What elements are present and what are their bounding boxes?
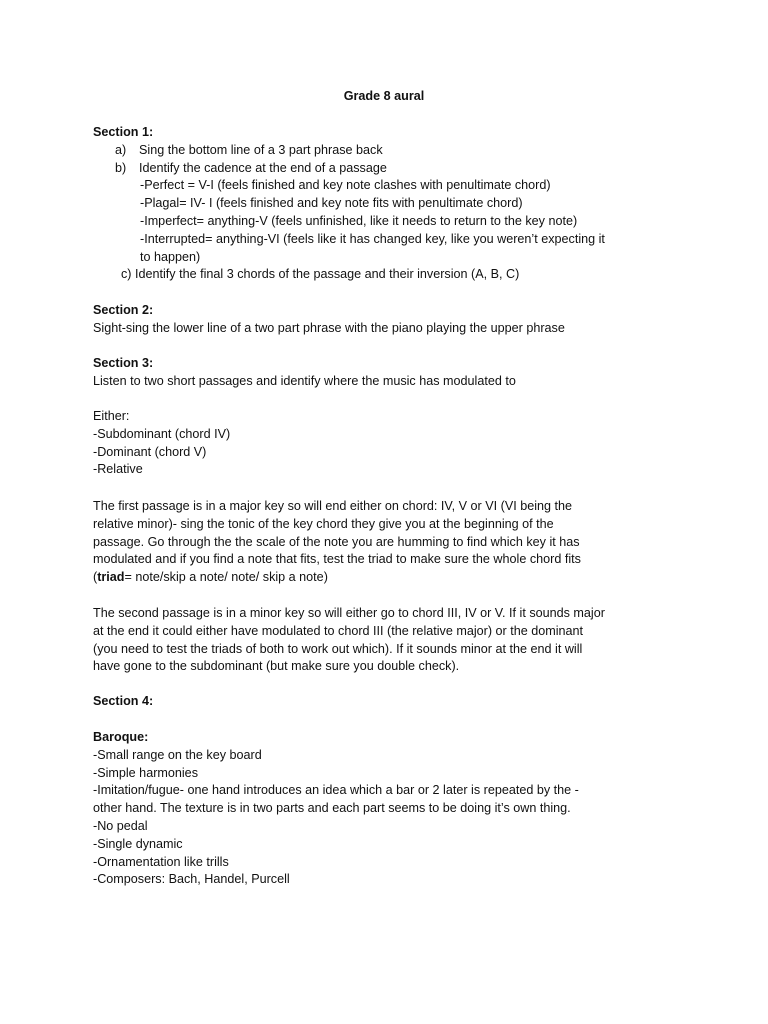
paragraph-second-passage (93, 605, 683, 676)
section-3-text: Listen to two short passages and identify where the music has modulated to (93, 373, 516, 388)
option-subdominant: -Subdominant (chord IV) (93, 426, 231, 441)
list-marker-a: a) (115, 142, 127, 157)
baroque-item: -Imitation/fugue- one hand introduces an idea which a bar or 2 later is repeated by the - (93, 783, 579, 798)
list-item-a (93, 142, 683, 160)
section-4 (93, 693, 683, 711)
list-text-b: Identify the cadence at the end of a passage (139, 160, 387, 175)
option-relative: -Relative (93, 462, 143, 477)
modulation-options (93, 408, 683, 479)
paragraph-line: (you need to test the triads of both to work out which). If it sounds minor at the end it will (93, 641, 583, 656)
paragraph-line: at the end it could either have modulated to chord III (the relative major) or the dominant (93, 623, 584, 638)
baroque-item: -Ornamentation like trills (93, 854, 229, 869)
paragraph-line: The first passage is in a major key so will end either on chord: IV, V or VI (VI being the (93, 499, 573, 513)
option-dominant: -Dominant (chord V) (93, 444, 207, 459)
baroque-item: -Small range on the key board (93, 747, 262, 762)
baroque-list (93, 729, 683, 889)
cadence-imperfect: -Imperfect= anything-V (feels unfinished, like it needs to return to the key note) (140, 213, 578, 228)
section-3-heading: Section 3: (93, 356, 154, 370)
triad-definition: = note/skip a note/ note/ skip a note) (124, 570, 328, 585)
baroque-item: -Single dynamic (93, 836, 183, 851)
section-1-heading: Section 1: (93, 125, 154, 139)
paragraph-line: The second passage is in a minor key so will either go to chord III, IV or V. If it sounds major (93, 606, 605, 620)
cadence-plagal: -Plagal= IV- I (feels finished and key note fits with penultimate chord) (140, 196, 523, 211)
paragraph-line: modulated and if you find a note that fits, test the triad to make sure the whole chord fits (93, 552, 581, 567)
cadence-perfect: -Perfect = V-I (feels finished and key note clashes with penultimate chord) (140, 178, 551, 193)
baroque-item: -No pedal (93, 818, 148, 833)
section-4-heading: Section 4: (93, 694, 154, 708)
baroque-item: other hand. The texture is in two parts and each part seems to be doing it’s own thing. (93, 801, 571, 816)
baroque-item: -Simple harmonies (93, 765, 198, 780)
either-label: Either: (93, 409, 130, 423)
section-3 (93, 355, 683, 391)
list-text-a: Sing the bottom line of a 3 part phrase back (139, 142, 383, 157)
paragraph-line: relative minor)- sing the tonic of the key chord they give you at the beginning of the (93, 516, 554, 531)
baroque-heading: Baroque: (93, 730, 149, 744)
triad-open-paren: ( (93, 570, 98, 585)
paragraph-line: passage. Go through the the scale of the note you are humming to find which key it has (93, 534, 580, 549)
section-2 (93, 302, 683, 338)
list-item-c: c) Identify the final 3 chords of the passage and their inversion (A, B, C) (121, 267, 520, 282)
section-1 (93, 124, 683, 284)
baroque-item: -Composers: Bach, Handel, Purcell (93, 872, 290, 887)
paragraph-line (93, 569, 683, 587)
cadence-interrupted-cont: to happen) (140, 249, 201, 264)
list-item-b (93, 160, 683, 178)
paragraph-first-passage (93, 498, 683, 587)
section-2-heading: Section 2: (93, 303, 154, 317)
triad-term: triad (97, 570, 125, 585)
section-2-text: Sight-sing the lower line of a two part phrase with the piano playing the upper phrase (93, 320, 565, 335)
list-marker-b: b) (115, 160, 127, 175)
cadence-interrupted: -Interrupted= anything-VI (feels like it has changed key, like you weren’t expecting it (140, 231, 605, 246)
document-title: Grade 8 aural (343, 89, 425, 103)
paragraph-line: have gone to the subdominant (but make sure you double check). (93, 659, 460, 674)
